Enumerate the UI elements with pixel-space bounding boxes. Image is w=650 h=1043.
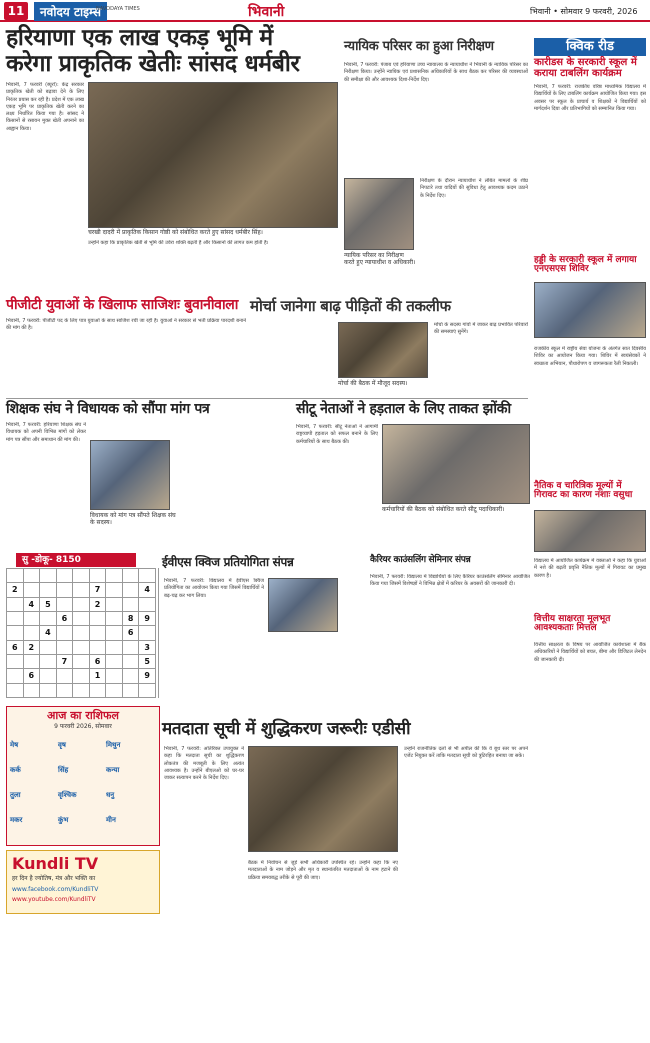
sudoku-cell xyxy=(23,611,40,625)
sudoku-grid xyxy=(6,568,156,698)
sudoku-cell xyxy=(73,654,90,668)
dateline: भिवानी • सोमवार 9 फरवरी, 2026 xyxy=(530,7,638,16)
sudoku-cell: 2 xyxy=(7,583,24,597)
sudoku-cell: 1 xyxy=(89,669,106,683)
rashi-sign: मकर xyxy=(10,816,23,824)
eves-headline: ईवीएस क्विज प्रतियोगिता संपन्न xyxy=(162,555,294,569)
voter-photo xyxy=(248,746,398,852)
sudoku-cell xyxy=(106,569,123,583)
sudoku-cell xyxy=(122,669,139,683)
lead-headline-2: करेगा प्राकृतिक खेतीः सांसद धर्मबीर xyxy=(6,51,300,77)
sudoku-row xyxy=(7,569,156,583)
sudoku-cell xyxy=(23,654,40,668)
pg-text: भिवानी, 7 फरवरी: पीजीटी पद के लिए पात्र युवाओं के साथ साजिश रची जा रही है। युवाओं ने सरकार से भर्ती प्रक्रिया पारदर्शी बनाने की मांग की है। xyxy=(6,318,246,332)
sudoku-cell xyxy=(73,669,90,683)
quick-read-text-3: विद्यालय में आयोजित कार्यक्रम में वक्ताओं ने कहा कि युवाओं में नशे की बढ़ती प्रवृत्ति नैतिक मूल्यों में गिरावट का प्रमुख कारण है। xyxy=(534,558,646,579)
sudoku-cell: 3 xyxy=(139,640,156,654)
rashi-sign: वृश्चिक xyxy=(58,791,77,799)
quick-read-title: क्विक रीड xyxy=(534,38,646,56)
sudoku-row xyxy=(7,611,156,625)
rashi-sign: मिथुन xyxy=(106,741,121,749)
sudoku-cell xyxy=(7,654,24,668)
sudoku-cell: 6 xyxy=(23,669,40,683)
sudoku-cell xyxy=(106,583,123,597)
sudoku-cell xyxy=(7,569,24,583)
sudoku-cell: 9 xyxy=(139,611,156,625)
sudoku-cell xyxy=(40,583,57,597)
sudoku-cell xyxy=(106,654,123,668)
sudoku-label: सु -डोकू- 8150 xyxy=(16,553,136,567)
sudoku-cell xyxy=(139,597,156,611)
flood-headline: मोर्चा जानेगा बाढ़ पीड़ितों की तकलीफ xyxy=(250,297,451,315)
flood-photo-caption: मोर्चा की बैठक में मौजूद सदस्य। xyxy=(338,380,408,387)
sudoku-cell: 6 xyxy=(7,640,24,654)
voter-text-2: बैठक में निर्वाचन से जुड़े सभी अधिकारी उपस्थित रहे। उन्होंने कहा कि नए मतदाताओं के नाम जोड़ने और मृत व स्थानांतरित मतदाताओं के नाम हटाने की प्रक्रिया समयबद्ध तरीके से पूरी की जाए। xyxy=(248,860,398,881)
rashi-sign: कर्क xyxy=(10,766,21,774)
court-text: भिवानी, 7 फरवरी: पंजाब एवं हरियाणा उच्च न्यायालय के न्यायाधीश ने भिवानी के न्यायिक परिसर का निरीक्षण किया। उन्होंने न्यायिक एवं प्रशासनिक अधिकारियों के साथ बैठक कर परिसर की व्यवस्थाओं की समीक्षा की और आवश्यक दिशा-निर्देश दिए। xyxy=(344,62,528,83)
section-title: भिवानी xyxy=(248,4,285,20)
sudoku-cell xyxy=(40,683,57,697)
sudoku-cell xyxy=(56,583,73,597)
lead-photo-caption: चरखी दादरी में प्राकृतिक किसान गोष्ठी को संबोधित करते हुए सांसद धर्मबीर सिंह। xyxy=(88,229,263,236)
sudoku-cell xyxy=(106,611,123,625)
sudoku-cell xyxy=(122,569,139,583)
sudoku-cell xyxy=(7,597,24,611)
sudoku-cell xyxy=(7,669,24,683)
sudoku-cell xyxy=(89,640,106,654)
lead-text-col-2: उन्होंने कहा कि प्राकृतिक खेती से भूमि की उर्वरा शक्ति बढ़ती है और किसानों की लागत कम होती है। xyxy=(88,240,269,246)
pg-headline: पीजीटी युवाओं के खिलाफ साजिशः बुवानीवाला xyxy=(6,297,239,313)
ad-brand: Kundli TV xyxy=(12,854,99,873)
rashi-sign: कन्या xyxy=(106,766,120,774)
sudoku-cell: 5 xyxy=(40,597,57,611)
sudoku-cell xyxy=(7,683,24,697)
rashi-sign: मीन xyxy=(106,816,116,824)
sudoku-cell xyxy=(73,640,90,654)
sudoku-cell xyxy=(73,626,90,640)
rashi-sign: तुला xyxy=(10,791,21,799)
sudoku-cell: 4 xyxy=(23,597,40,611)
sudoku-cell xyxy=(23,683,40,697)
masthead-brand-sub: NAVODAYA TIMES xyxy=(96,6,140,12)
rashifal-title: आज का राशिफल xyxy=(47,709,119,722)
eves-photo xyxy=(268,578,338,632)
quick-read-headline-4: वित्तीय साक्षरता मूलभूत आवश्यकताः मित्तल xyxy=(534,614,611,634)
career-headline: कैरियर काउंसलिंग सेमिनार संपन्न xyxy=(370,555,471,565)
strike-photo-caption: कर्मचारियों की बैठक को संबोधित करते सीटू पदाधिकारी। xyxy=(382,506,505,513)
sudoku-cell xyxy=(122,683,139,697)
sudoku-cell xyxy=(89,611,106,625)
sudoku-cell xyxy=(122,583,139,597)
flood-text: मोर्चा के सदस्य गांवों में जाकर बाढ़ प्रभावित परिवारों की समस्याएं सुनेंगे। xyxy=(434,322,528,336)
sudoku-cell xyxy=(139,569,156,583)
sudoku-row xyxy=(7,640,156,654)
teachers-photo xyxy=(90,440,170,510)
sudoku-cell xyxy=(56,626,73,640)
sudoku-cell xyxy=(40,569,57,583)
quick-read-text-1: भिवानी, 7 फरवरी: राजकीय वरिष्ठ माध्यमिक विद्यालय में विद्यार्थियों के लिए टाबलिंग कार्यक्रम आयोजित किया गया। इस अवसर पर स्कूल के प्राचार्य व शिक्षकों ने विद्यार्थियों को मार्गदर्शन दिया और प्रतिभागियों को सम्मानित किया गया। xyxy=(534,84,646,112)
sudoku-cell xyxy=(106,640,123,654)
sudoku-cell xyxy=(139,683,156,697)
sudoku-cell xyxy=(7,611,24,625)
sudoku-row xyxy=(7,683,156,697)
sudoku-cell xyxy=(122,640,139,654)
quick-read-headline-3: नैतिक व चारित्रिक मूल्यों में गिरावट का कारण नशाः वसुधा xyxy=(534,481,633,501)
ad-youtube-link[interactable]: www.youtube.com/KundliTV xyxy=(12,896,96,903)
values-photo xyxy=(534,510,646,552)
strike-text: भिवानी, 7 फरवरी: सीटू नेताओं ने आगामी राष्ट्रव्यापी हड़ताल को सफल बनाने के लिए कर्मचारियों के साथ बैठक की। xyxy=(296,424,378,445)
nss-photo xyxy=(534,282,646,338)
sudoku-cell xyxy=(56,683,73,697)
quick-read-text-4: वित्तीय साक्षरता के विषय पर आयोजित कार्यशाला में बैंक अधिकारियों ने विद्यार्थियों को बचत, बीमा और डिजिटल लेनदेन की जानकारी दी। xyxy=(534,642,646,663)
teachers-photo-caption: विधायक को मांग पत्र सौंपते शिक्षक संघ के सदस्य। xyxy=(90,512,176,527)
rashi-sign: कुंभ xyxy=(58,816,69,824)
sudoku-cell xyxy=(40,669,57,683)
sudoku-cell xyxy=(106,626,123,640)
sudoku-cell: 2 xyxy=(23,640,40,654)
teachers-headline: शिक्षक संघ ने विधायक को सौंपा मांग पत्र xyxy=(6,401,210,417)
lead-headline-1: हरियाणा एक लाख एकड़ भूमि में xyxy=(6,25,273,51)
sudoku-row xyxy=(7,669,156,683)
sudoku-cell: 4 xyxy=(40,626,57,640)
lead-photo xyxy=(88,82,338,228)
quick-read-text-2: राजकीय स्कूल में राष्ट्रीय सेवा योजना के अंतर्गत सात दिवसीय शिविर का आयोजन किया गया। शिविर में स्वयंसेवकों ने स्वच्छता अभियान, पौधारोपण व जागरूकता रैली निकाली। xyxy=(534,346,646,367)
divider xyxy=(6,398,528,399)
career-text: भिवानी, 7 फरवरी: विद्यालय में विद्यार्थियों के लिए कैरियर काउंसलिंग सेमिनार आयोजित किया गया जिसमें विशेषज्ञों ने विभिन्न क्षेत्रों में करियर के अवसरों की जानकारी दी। xyxy=(370,574,530,588)
sudoku-cell xyxy=(106,669,123,683)
sudoku-cell xyxy=(73,583,90,597)
sudoku-row xyxy=(7,583,156,597)
court-headline: न्यायिक परिसर का हुआ निरीक्षण xyxy=(344,39,494,54)
sudoku-cell xyxy=(23,583,40,597)
divider xyxy=(158,568,159,698)
rashifal-signs xyxy=(10,732,156,842)
sudoku-cell xyxy=(73,611,90,625)
sudoku-cell: 6 xyxy=(56,611,73,625)
rashifal-date: 9 फरवरी 2026, सोमवार xyxy=(54,723,112,730)
sudoku-cell: 9 xyxy=(139,669,156,683)
court-photo-caption: न्यायिक परिसर का निरीक्षण करते हुए न्यायाधीश व अधिकारी। xyxy=(344,252,416,267)
sudoku-cell: 6 xyxy=(89,654,106,668)
strike-photo xyxy=(382,424,530,504)
sudoku-row xyxy=(7,597,156,611)
sudoku-cell xyxy=(56,569,73,583)
sudoku-cell xyxy=(56,597,73,611)
sudoku-cell xyxy=(106,683,123,697)
voter-text-3: उन्होंने राजनीतिक दलों से भी अपील की कि वे बूथ स्तर पर अपने एजेंट नियुक्त करें ताकि मतदाता सूची को त्रुटिरहित बनाया जा सके। xyxy=(404,746,528,760)
sudoku-cell xyxy=(89,626,106,640)
rashi-sign: मेष xyxy=(10,741,19,749)
sudoku-cell xyxy=(73,683,90,697)
sudoku-cell xyxy=(7,626,24,640)
sudoku-cell xyxy=(106,597,123,611)
sudoku-cell xyxy=(89,569,106,583)
sudoku-cell xyxy=(56,669,73,683)
rashi-sign: धनु xyxy=(106,791,115,799)
teachers-text: भिवानी, 7 फरवरी: हरियाणा शिक्षक संघ ने विधायक को अपनी विभिन्न मांगों को लेकर मांग पत्र सौंपा और समाधान की मांग की। xyxy=(6,422,86,443)
sudoku-row xyxy=(7,626,156,640)
sudoku-cell xyxy=(23,626,40,640)
rashi-sign: सिंह xyxy=(58,766,69,774)
sudoku-cell xyxy=(73,597,90,611)
sudoku-row xyxy=(7,654,156,668)
sudoku-cell: 8 xyxy=(122,611,139,625)
rashi-sign: वृष xyxy=(58,741,66,749)
court-text-2: निरीक्षण के दौरान न्यायाधीश ने लंबित मामलों के शीघ्र निपटारे तथा वादियों की सुविधा हेतु आवश्यक कदम उठाने के निर्देश दिए। xyxy=(420,178,528,199)
court-photo xyxy=(344,178,414,250)
sudoku-cell xyxy=(40,654,57,668)
ad-tagline: हर दिन है ज्योतिष, मंत्र और भक्ति का xyxy=(12,875,96,882)
masthead-brand: नवोदय टाइम्स xyxy=(34,2,107,21)
strike-headline: सीटू नेताओं ने हड़ताल के लिए ताकत झोंकी xyxy=(296,401,511,417)
sudoku-cell xyxy=(40,611,57,625)
voter-headline: मतदाता सूची में शुद्धिकरण जरूरीः एडीसी xyxy=(162,719,411,739)
sudoku-cell xyxy=(56,640,73,654)
quick-read-headline-1: कारीडस के सरकारी स्कूल में कराया टाबलिंग कार्यक्रम xyxy=(534,57,637,79)
sudoku-cell xyxy=(73,569,90,583)
lead-text-col-1: भिवानी, 7 फरवरी (ब्यूरो): केंद्र सरकार प्राकृतिक खेती को बढ़ावा देने के लिए निरंतर प्रयास कर रही है। प्रदेश में एक लाख एकड़ भूमि पर प्राकृतिक खेती करने का लक्ष्य निर्धारित किया गया है। सांसद ने किसानों से रसायन मुक्त खेती अपनाने का आह्वान किया। xyxy=(6,82,84,132)
sudoku-cell xyxy=(89,683,106,697)
ad-facebook-link[interactable]: www.facebook.com/KundliTV xyxy=(12,886,99,893)
sudoku-cell xyxy=(23,569,40,583)
sudoku-cell xyxy=(122,597,139,611)
sudoku-cell: 6 xyxy=(122,626,139,640)
flood-photo xyxy=(338,322,428,378)
sudoku-cell: 2 xyxy=(89,597,106,611)
page-number: 11 xyxy=(4,2,28,20)
voter-text-1: भिवानी, 7 फरवरी: अतिरिक्त उपायुक्त ने कहा कि मतदाता सूची का शुद्धिकरण लोकतंत्र की मजबूती के लिए अत्यंत आवश्यक है। उन्होंने बीएलओ को घर-घर जाकर सत्यापन करने के निर्देश दिए। xyxy=(164,746,244,781)
sudoku-cell: 4 xyxy=(139,583,156,597)
sudoku-cell: 7 xyxy=(89,583,106,597)
quick-read-headline-2: हड्डी के सरकारी स्कूल में लगाया एनएसएस शिविर xyxy=(534,255,637,275)
sudoku-cell xyxy=(139,626,156,640)
sudoku-cell xyxy=(40,640,57,654)
sudoku-cell: 5 xyxy=(139,654,156,668)
sudoku-cell: 7 xyxy=(56,654,73,668)
eves-text: भिवानी, 7 फरवरी: विद्यालय में ईवीएस क्विज प्रतियोगिता का आयोजन किया गया जिसमें विद्यार्थियों ने बढ़-चढ़ कर भाग लिया। xyxy=(164,578,264,599)
sudoku-cell xyxy=(122,654,139,668)
